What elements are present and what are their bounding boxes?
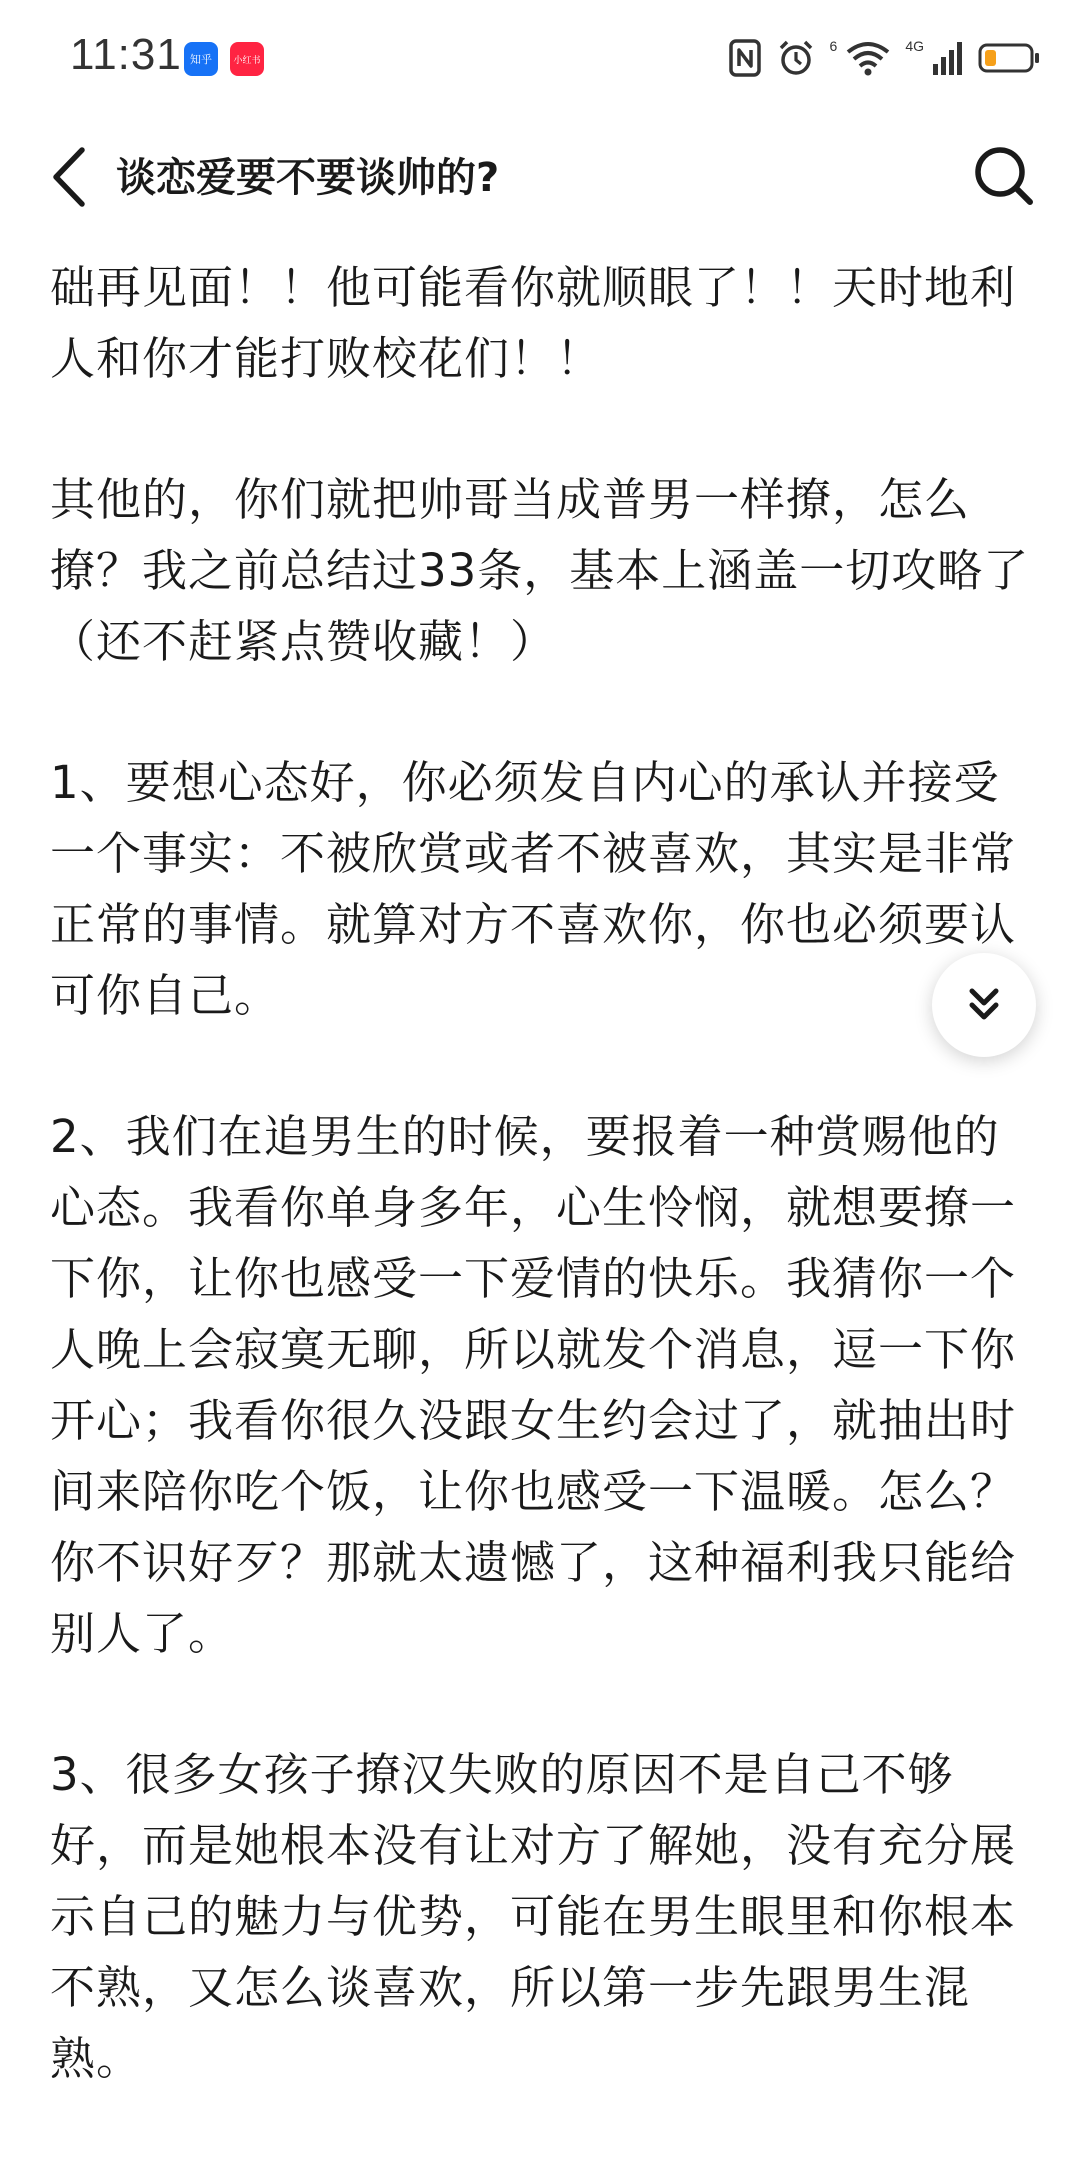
answer-paragraph: 1、要想心态好，你必须发自内心的承认并接受一个事实：不被欣赏或者不被喜欢，其实是非常正常的事情。就算对方不喜欢你，你也必须要认可你自己。 — [50, 756, 1017, 1022]
answer-paragraph: 础再见面！！他可能看你就顺眼了！！天时地利人和你才能打败校花们！！ — [50, 261, 1017, 385]
back-button[interactable] — [40, 145, 96, 209]
double-chevron-down-icon — [964, 985, 1004, 1025]
answer-paragraph: 其他的，你们就把帅哥当成普男一样撩，怎么撩？我之前总结过33条，基本上涵盖一切攻略了（还不赶紧点赞收藏！） — [50, 473, 1030, 668]
search-button[interactable] — [970, 142, 1038, 210]
question-title: 谈恋爱要不要谈帅的? — [116, 155, 500, 201]
zhihu-notification-icon: 知乎 — [184, 42, 218, 76]
answer-body — [50, 252, 1040, 2164]
wifi-icon — [845, 40, 891, 76]
answer-paragraph: 3、很多女孩子撩汉失败的原因不是自己不够好，而是她根本没有让对方了解她，没有充分展示自己的魅力与优势，可能在男生眼里和你根本不熟，又怎么谈喜欢，所以第一步先跟男生混熟。 — [50, 1748, 1017, 2085]
signal-icon — [932, 40, 964, 76]
xiaohongshu-notification-icon: 小红书 — [230, 42, 264, 76]
status-bar — [0, 0, 1080, 110]
alarm-icon — [776, 38, 816, 78]
back-arrow-icon — [48, 146, 88, 208]
status-time: 11:31 — [70, 30, 182, 79]
search-icon — [972, 144, 1036, 208]
page-header — [0, 110, 1080, 240]
battery-icon — [978, 42, 1040, 74]
scroll-to-next-button[interactable] — [932, 953, 1036, 1057]
cellular-4g-label: 4G — [905, 38, 924, 54]
status-icons — [714, 34, 1040, 82]
answer-paragraph: 2、我们在追男生的时候，要报着一种赏赐他的心态。我看你单身多年，心生怜悯，就想要撩一下你，让你也感受一下爱情的快乐。我猜你一个人晚上会寂寞无聊，所以就发个消息，逗一下你开心；我看你很久没跟女生约会过了，就抽出时间来陪你吃个饭，让你也感受一下温暖。怎么？你不识好歹？那就太遗憾了，这种福利我只能给别人了。 — [50, 1110, 1017, 1660]
nfc-icon — [728, 38, 762, 78]
wifi-6-label: 6 — [829, 38, 838, 54]
